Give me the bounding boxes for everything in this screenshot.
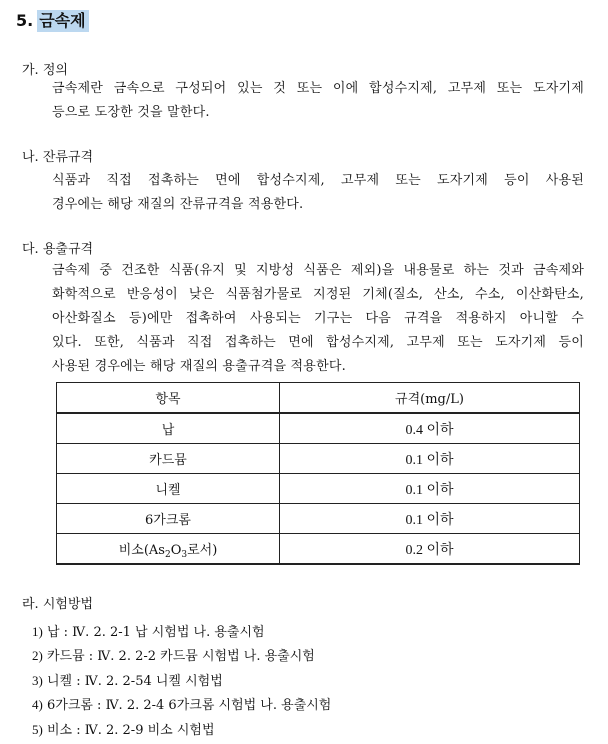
table-cell-spec: 0.1 이하: [280, 504, 580, 534]
methods-list: [32, 620, 331, 742]
migration-title: 다. 용출규격: [22, 242, 94, 257]
list-item-number: 2): [32, 648, 43, 664]
table-row: [57, 534, 580, 565]
list-item-number: 5): [32, 721, 43, 737]
table-cell-item: 6가크롬: [57, 504, 280, 534]
section-number: 5.: [16, 11, 34, 30]
table-row: [57, 474, 580, 504]
list-item-text: 니켈 : Ⅳ. 2. 2-54 니켈 시험법: [46, 673, 223, 689]
definition-title: 가. 정의: [22, 63, 68, 78]
residue-line: 식품과 직접 접촉하는 면에 합성수지제, 고무제 또는 도자기제 등이 사용된: [52, 173, 584, 188]
list-item-text: 납 : Ⅳ. 2. 2-1 납 시험법 나. 용출시험: [46, 625, 265, 640]
table-cell-spec: 0.1 이하: [280, 474, 580, 504]
list-item-number: 4): [32, 697, 43, 713]
list-item: [32, 644, 331, 668]
section-heading: [16, 9, 89, 33]
migration-line: 화학적으로 반응성이 낮은 식품첨가물로 지정된 기체(질소, 산소, 수소, 이산화탄소,: [52, 287, 584, 302]
arsenic-subscript-2: 2: [164, 550, 171, 560]
residue-paragraph: [52, 169, 584, 217]
list-item-text: 카드뮴 : Ⅳ. 2. 2-2 카드뮴 시험법 나. 용출시험: [46, 649, 315, 665]
table-cell-item: 카드뮴: [57, 444, 280, 474]
table-row: [57, 504, 580, 534]
definition-line: 등으로 도장한 것을 말한다.: [52, 105, 210, 120]
list-item: [32, 693, 331, 717]
migration-spec-table: [56, 382, 580, 565]
arsenic-label-oxygen: O: [170, 543, 182, 558]
list-item: [32, 669, 331, 693]
methods-title: 라. 시험방법: [22, 597, 94, 612]
list-item: [32, 620, 331, 644]
table-cell-spec: 0.2 이하: [280, 534, 580, 565]
residue-title: 나. 잔류규격: [22, 150, 94, 165]
arsenic-subscript-3: 3: [181, 550, 188, 560]
table-cell-item: 납: [57, 413, 280, 444]
table-cell-item: [57, 534, 280, 565]
migration-line: 사용된 경우에는 해당 재질의 용출규격을 적용한다.: [52, 359, 346, 374]
table-cell-spec: 0.1 이하: [280, 444, 580, 474]
list-item-text: 비소 : Ⅳ. 2. 2-9 비소 시험법: [46, 722, 215, 738]
arsenic-label-suffix: 로서): [187, 543, 218, 558]
list-item-number: 1): [32, 624, 43, 639]
table-row: [57, 413, 580, 444]
table-cell-spec: 0.4 이하: [280, 413, 580, 444]
migration-line: 있다. 또한, 식품과 직접 접촉하는 면에 합성수지제, 고무제 또는 도자기제 등이: [52, 335, 584, 350]
migration-paragraph: [52, 259, 584, 379]
list-item: [32, 718, 331, 742]
table-header-item: 항목: [57, 383, 280, 414]
list-item-number: 3): [32, 672, 43, 688]
table-cell-item: 니켈: [57, 474, 280, 504]
table-header-spec: 규격(mg/L): [280, 383, 580, 414]
residue-line: 경우에는 해당 재질의 잔류규격을 적용한다.: [52, 197, 304, 212]
definition-paragraph: [52, 77, 584, 125]
list-item-text: 6가크롬 : Ⅳ. 2. 2-4 6가크롬 시험법 나. 용출시험: [46, 698, 332, 714]
migration-line: 아산화질소 등)에만 접촉하여 사용되는 기구는 다음 규격을 적용하지 아니할 수: [52, 311, 584, 326]
section-title: 금속제: [37, 10, 88, 32]
definition-line: 금속제란 금속으로 구성되어 있는 것 또는 이에 합성수지제, 고무제 또는 도자기제: [52, 81, 584, 96]
arsenic-label-prefix: 비소(As: [118, 543, 165, 558]
table-header-row: [57, 383, 580, 414]
migration-line: 금속제 중 건조한 식품(유지 및 지방성 식품은 제외)을 내용물로 하는 것과 금속제와: [52, 263, 584, 278]
table-row: [57, 444, 580, 474]
